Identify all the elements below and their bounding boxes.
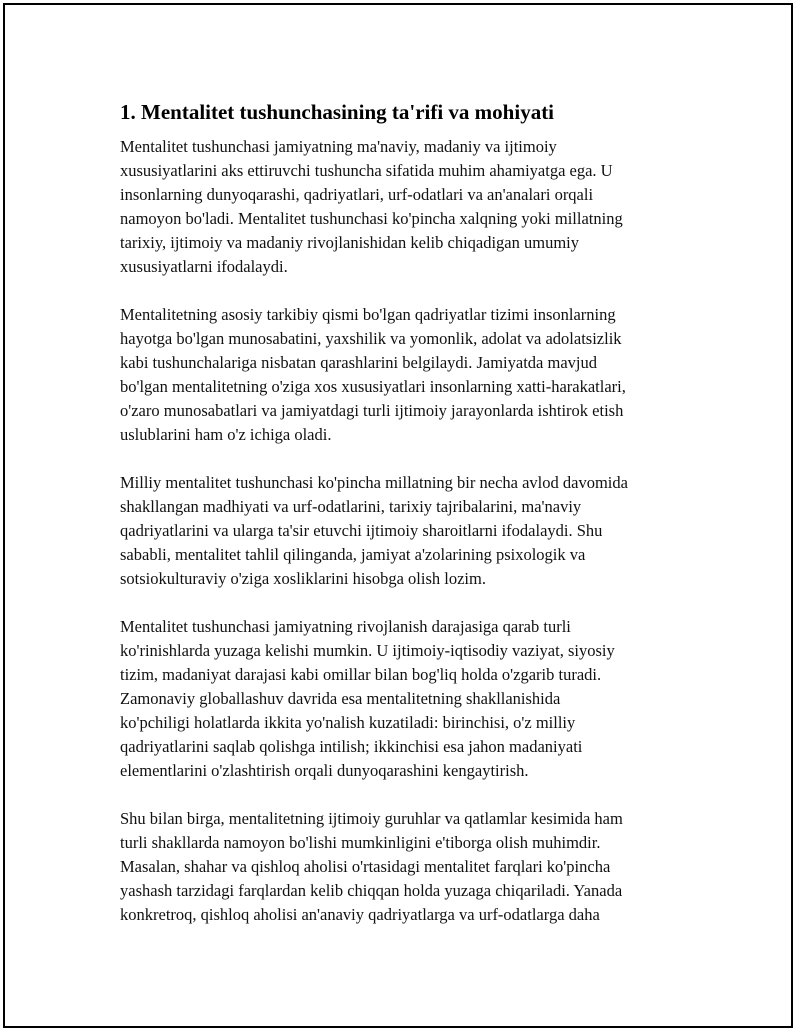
- text-line: insonlarning dunyoqarashi, qadriyatlari, urf-odatlari va an'analari orqali: [120, 185, 594, 204]
- text-line: sotsiokulturaviy o'ziga xosliklarini hisobga olish lozim.: [120, 569, 486, 588]
- text-line: elementlarini o'zlashtirish orqali dunyoqarashini kengaytirish.: [120, 761, 529, 780]
- text-line: qadriyatlarini saqlab qolishga intilish; ikkinchisi esa jahon madaniyati: [120, 737, 583, 756]
- page-frame: [3, 3, 793, 1028]
- text-line: Zamonaviy globallashuv davrida esa mentalitetning shakllanishida: [120, 689, 561, 708]
- text-line: o'zaro munosabatlari va jamiyatdagi turli ijtimoiy jarayonlarda ishtirok etish: [120, 401, 624, 420]
- text-line: hayotga bo'lgan munosabatini, yaxshilik va yomonlik, adolat va adolatsizlik: [120, 329, 622, 348]
- text-line: turli shakllarda namoyon bo'lishi mumkinligini e'tiborga olish muhimdir.: [120, 833, 601, 852]
- text-line: shakllangan madhiyati va urf-odatlarini, tarixiy tajribalarini, ma'naviy: [120, 497, 582, 516]
- text-line: kabi tushunchalariga nisbatan qarashlarini belgilaydi. Jamiyatda mavjud: [120, 353, 597, 372]
- text-line: Mentalitet tushunchasi jamiyatning ma'naviy, madaniy va ijtimoiy: [120, 137, 557, 156]
- paragraph-1: [120, 135, 695, 279]
- text-line: Masalan, shahar va qishloq aholisi o'rtasidagi mentalitet farqlari ko'pincha: [120, 857, 611, 876]
- text-line: Milliy mentalitet tushunchasi ko'pincha millatning bir necha avlod davomida: [120, 473, 628, 492]
- text-line: bo'lgan mentalitetning o'ziga xos xususiyatlari insonlarning xatti-harakatlari,: [120, 377, 626, 396]
- section-heading: 1. Mentalitet tushunchasining ta'rifi va mohiyati: [120, 100, 555, 124]
- text-line: qadriyatlarini va ularga ta'sir etuvchi ijtimoiy sharoitlarni ifodalaydi. Shu: [120, 521, 603, 540]
- text-line: tarixiy, ijtimoiy va madaniy rivojlanishidan kelib chiqadigan umumiy: [120, 233, 580, 252]
- paragraph-2: [120, 303, 695, 447]
- paragraph-5: [120, 807, 695, 927]
- text-line: xususiyatlarni ifodalaydi.: [120, 257, 288, 276]
- text-line: uslublarini ham o'z ichiga oladi.: [120, 425, 332, 444]
- text-line: Shu bilan birga, mentalitetning ijtimoiy guruhlar va qatlamlar kesimida ham: [120, 809, 623, 828]
- text-line: Mentalitetning asosiy tarkibiy qismi bo'lgan qadriyatlar tizimi insonlarning: [120, 305, 616, 324]
- text-line: sababli, mentalitet tahlil qilinganda, jamiyat a'zolarining psixologik va: [120, 545, 586, 564]
- paragraph-4: [120, 615, 695, 783]
- text-line: xususiyatlarini aks ettiruvchi tushuncha sifatida muhim ahamiyatga ega. U: [120, 161, 613, 180]
- text-line: Mentalitet tushunchasi jamiyatning rivojlanish darajasiga qarab turli: [120, 617, 571, 636]
- text-line: ko'rinishlarda yuzaga kelishi mumkin. U ijtimoiy-iqtisodiy vaziyat, siyosiy: [120, 641, 615, 660]
- paragraph-3: [120, 471, 695, 591]
- text-line: tizim, madaniyat darajasi kabi omillar bilan bog'liq holda o'zgarib turadi.: [120, 665, 602, 684]
- text-line: konkretroq, qishloq aholisi an'anaviy qadriyatlarga va urf-odatlarga daha: [120, 905, 600, 924]
- document-body: [120, 99, 695, 951]
- text-line: ko'pchiligi holatlarda ikkita yo'nalish kuzatiladi: birinchisi, o'z milliy: [120, 713, 576, 732]
- text-line: namoyon bo'ladi. Mentalitet tushunchasi ko'pincha xalqning yoki millatning: [120, 209, 623, 228]
- text-line: yashash tarzidagi farqlardan kelib chiqqan holda yuzaga chiqariladi. Yanada: [120, 881, 623, 900]
